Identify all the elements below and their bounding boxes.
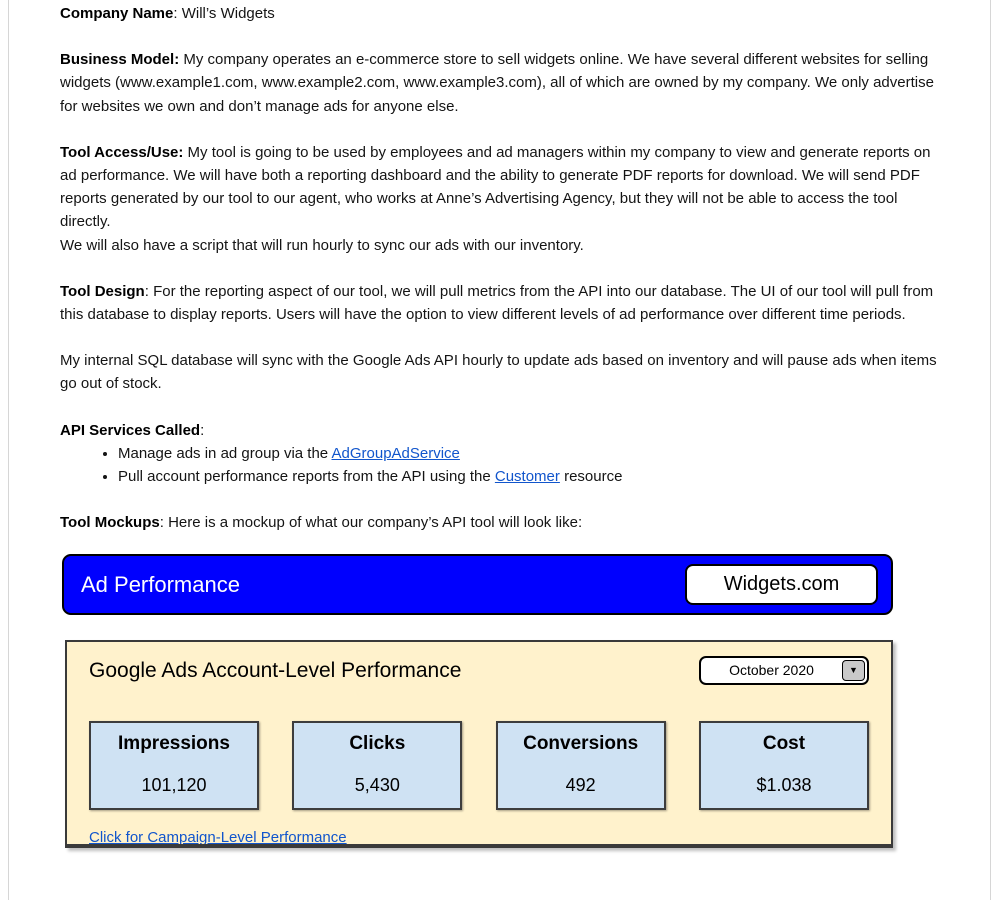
panel-header: [89, 655, 869, 685]
chevron-down-icon[interactable]: ▼: [842, 660, 865, 681]
bullet-text: resource: [559, 468, 623, 486]
api-services-list: [60, 442, 944, 488]
metric-value: 5,430: [354, 775, 400, 796]
metric-label: Conversions: [523, 733, 639, 755]
mockup-app-header: [62, 554, 893, 615]
metric-label: Impressions: [118, 733, 230, 755]
company-name-value: Will’s Widgets: [181, 5, 275, 22]
clicks-card: [292, 721, 462, 810]
metric-value: 101,120: [141, 775, 207, 796]
page-left-border: [8, 0, 9, 900]
company-name-paragraph: [60, 2, 944, 25]
panel-title: Google Ads Account-Level Performance: [89, 658, 462, 682]
conversions-card: [496, 721, 666, 810]
bullet-text: Manage ads in ad group via the: [118, 444, 332, 462]
tool-access-text: My tool is going to be used by employees and ad managers within my company to view and generate reports on ad performance. We will have both a reporting dashboard and the ability to generate PDF reports for download. We will send PDF reports generated by our tool to our agent, who works at Anne’s Advertising Agency, but they will not be able to access the tool directly.: [60, 143, 931, 231]
metric-value: 492: [565, 775, 596, 796]
metric-value: $1.038: [756, 775, 812, 796]
campaign-level-link[interactable]: Click for Campaign-Level Performance: [89, 829, 347, 847]
widgets-site-button[interactable]: Widgets.com: [685, 564, 878, 605]
tool-access-line2: We will also have a script that will run hourly to sync our ads with our inventory.: [60, 236, 584, 254]
business-model-paragraph: [60, 48, 944, 118]
tool-design-label: Tool Design: [60, 282, 145, 300]
tool-design-paragraph: [60, 280, 944, 326]
account-performance-panel: [65, 640, 893, 848]
document-body: [60, 2, 944, 848]
tool-mockups-separator: :: [159, 514, 169, 532]
month-dropdown-value: October 2020: [729, 661, 814, 678]
customer-resource-link[interactable]: Customer: [494, 468, 560, 486]
list-item: [118, 465, 944, 488]
app-title: Ad Performance: [81, 572, 240, 598]
tool-mockups-text: Here is a mockup of what our company’s API tool will look like:: [168, 514, 583, 532]
company-name-separator: :: [173, 5, 182, 22]
adgroupadservice-link[interactable]: AdGroupAdService: [331, 444, 460, 462]
tool-design-separator: :: [144, 282, 154, 300]
month-dropdown[interactable]: [699, 656, 869, 685]
business-model-text: My company operates an e-commerce store to sell widgets online. We have several different websites for selling widgets (www.example1.com, www.example2.com, www.example3.com), all of which are owned by my company. We only advertise for websites we own and don’t manage ads for anyone else.: [60, 51, 934, 115]
business-model-label: Business Model:: [60, 51, 180, 69]
cost-card: [699, 721, 869, 810]
api-services-heading: [60, 419, 944, 442]
bullet-text: Pull account performance reports from the API using the: [118, 468, 495, 486]
tool-mockups-label: Tool Mockups: [60, 514, 160, 532]
tool-access-paragraph: [60, 141, 944, 257]
api-services-label: API Services Called: [60, 421, 201, 439]
tool-mockups-paragraph: [60, 511, 944, 534]
sql-sync-paragraph: My internal SQL database will sync with the Google Ads API hourly to update ads based on inventory and will pause ads when items go out of stock.: [60, 352, 937, 393]
metric-cards-row: [89, 721, 869, 810]
metric-label: Clicks: [349, 733, 406, 755]
company-name-label: Company Name: [60, 5, 174, 22]
list-item: [118, 442, 944, 465]
impressions-card: [89, 721, 259, 810]
metric-label: Cost: [762, 733, 806, 755]
tool-design-text: For the reporting aspect of our tool, we will pull metrics from the API into our database. The UI of our tool will pull from this database to display reports. Users will have the option to view different levels of ad performance over different time periods.: [60, 282, 934, 324]
api-services-separator: :: [200, 421, 205, 439]
tool-access-label: Tool Access/Use:: [60, 143, 184, 161]
page-right-border: [990, 0, 991, 900]
